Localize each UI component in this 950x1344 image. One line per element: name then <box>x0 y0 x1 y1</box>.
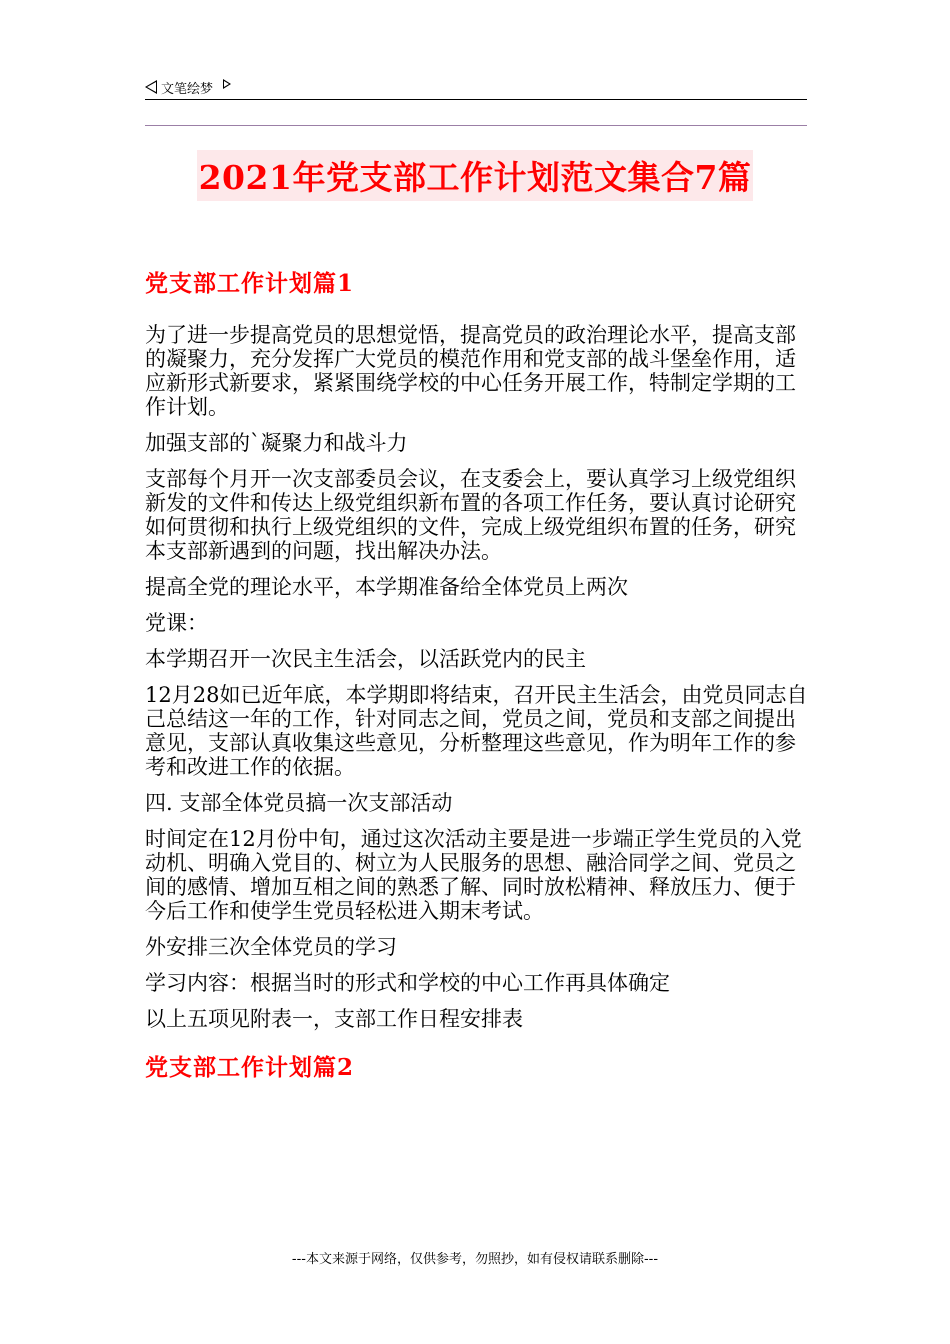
section-heading-1: 党支部工作计划篇1 <box>145 270 355 297</box>
paragraph: 党课： <box>145 611 208 635</box>
paragraph: 提高全党的理论水平，本学期准备给全体党员上两次 <box>145 575 628 599</box>
document-title: 2021年党支部工作计划范文集合7篇 <box>197 150 754 201</box>
header-divider <box>145 99 807 100</box>
paragraph: 时间定在12月份中旬，通过这次活动主要是进一步端正学生党员的入党动机、明确入党目的、树立为人民服务的思想、融洽同学之间、党员之间的感情、增加互相之间的熟悉了解、同时放松精神、释放压力、便于今后工作和使学生党员轻松进入期末考试。 <box>145 827 802 923</box>
paragraph: 支部每个月开一次支部委员会议，在支委会上，要认真学习上级党组织新发的文件和传达上级党组织新布置的各项工作任务，要认真讨论研究如何贯彻和执行上级党组织的文件，完成上级党组织布置的任务，研究本支部新遇到的问题，找出解决办法。 <box>145 467 796 563</box>
header-brand: 文笔绘梦 <box>161 81 214 97</box>
triangle-right-icon <box>223 79 231 89</box>
section-heading-2: 党支部工作计划篇2 <box>145 1054 355 1081</box>
document-body <box>145 267 810 1107</box>
paragraph: 为了进一步提高党员的思想觉悟，提高党员的政治理论水平，提高支部的凝聚力，充分发挥广大党员的模范作用和党支部的战斗堡垒作用，适应新形式新要求，紧紧围绕学校的中心任务开展工作，特制定学期的工作计划。 <box>145 323 796 419</box>
page-footer: ---本文来源于网络，仅供参考，勿照抄，如有侵权请联系删除--- <box>291 1252 659 1267</box>
paragraph: 本学期召开一次民主生活会，以活跃党内的民主 <box>145 647 586 671</box>
paragraph: 以上五项见附表一，支部工作日程安排表 <box>145 1007 523 1031</box>
paragraph: 加强支部的`凝聚力和战斗力 <box>145 431 408 455</box>
title-divider <box>145 125 807 126</box>
triangle-left-icon <box>145 80 157 94</box>
paragraph: 四. 支部全体党员搞一次支部活动 <box>145 791 453 815</box>
paragraph: 外安排三次全体党员的学习 <box>145 935 397 959</box>
document-title-wrap <box>0 150 950 201</box>
page-header <box>145 76 807 98</box>
paragraph: 12月28如已近年底，本学期即将结束，召开民主生活会，由党员同志自己总结这一年的工作，针对同志之间，党员之间，党员和支部之间提出意见，支部认真收集这些意见，分析整理这些意见，作为明年工作的参考和改进工作的依据。 <box>145 683 808 779</box>
paragraph: 学习内容：根据当时的形式和学校的中心工作再具体确定 <box>145 971 670 995</box>
